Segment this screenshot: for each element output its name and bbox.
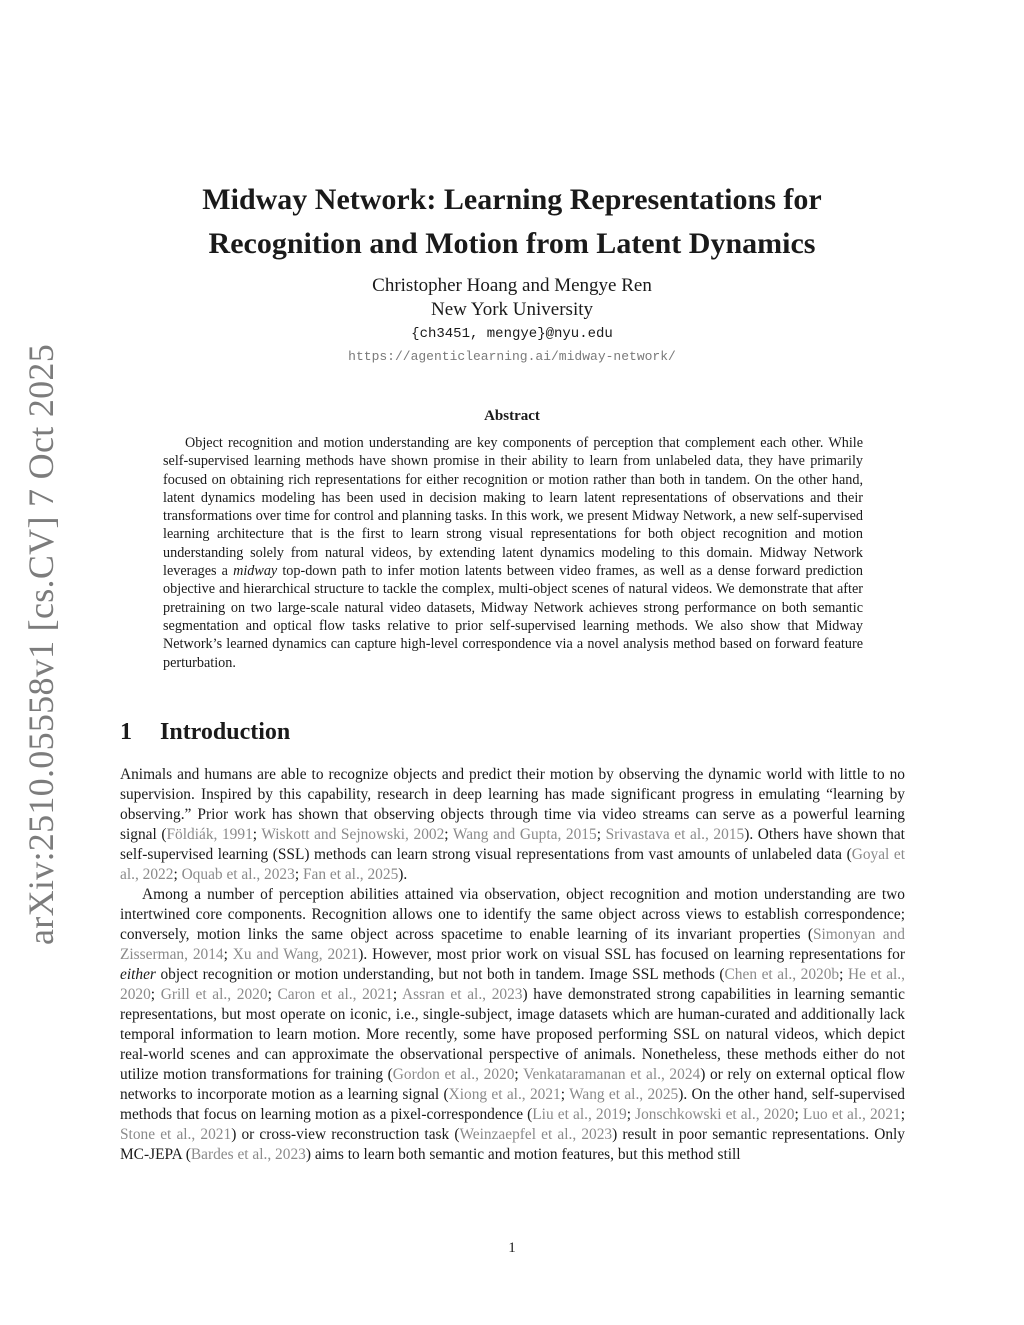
author-block bbox=[120, 274, 904, 322]
title-line-1: Midway Network: Learning Representations for bbox=[202, 183, 822, 216]
arxiv-identifier: arXiv:2510.05558v1 [cs.CV] 7 Oct 2025 bbox=[21, 343, 61, 945]
section-heading bbox=[120, 719, 290, 746]
introduction-body bbox=[120, 765, 905, 1165]
citation-link[interactable]: Gordon et al., 2020 bbox=[392, 1066, 515, 1083]
body-emphasis: either bbox=[120, 966, 156, 983]
citation-link[interactable]: Liu et al., 2019 bbox=[532, 1106, 627, 1123]
body-text: ). On the other hand, self-supervised methods that focus on learning motion as a pixel-correspondence ( bbox=[120, 1086, 905, 1123]
citation-link[interactable]: Luo et al., 2021 bbox=[802, 1106, 901, 1123]
title-line-2: Recognition and Motion from Latent Dynamics bbox=[208, 227, 816, 260]
section-title: Introduction bbox=[160, 719, 291, 745]
citation-link[interactable]: Földiák, 1991 bbox=[166, 826, 253, 843]
citation-link[interactable]: Stone et al., 2021 bbox=[120, 1126, 232, 1143]
body-text: ) aims to learn both semantic and motion features, but this method still bbox=[305, 1146, 741, 1163]
body-text: ) result in poor semantic representations. Only MC-JEPA ( bbox=[120, 1126, 905, 1163]
citation-link[interactable]: Caron et al., 2021 bbox=[277, 986, 393, 1003]
citation-link[interactable]: Fan et al., 2025 bbox=[302, 866, 399, 883]
intro-paragraph-1: Animals and humans are able to recognize objects and predict their motion by observing the dynamic world with little to no supervision. Inspired by this capability, research in deep learning has made significant progress in emulating “learning by observing.” Prior work has shown that observing objects through time via video streams can serve as a powerful learning signal (Földiák, 1991; Wiskott and Sejnowski, 2002; Wang and Gupta, 2015; Srivastava et al., 2015). Others have shown that self-supervised learning (SSL) methods can learn strong visual representations from vast amounts of unlabeled data (Goyal et al., 2022; Oquab et al., 2023; Fan et al., 2025). bbox=[120, 766, 905, 883]
abstract-paragraph bbox=[163, 434, 863, 672]
citation-link[interactable]: Oquab et al., 2023 bbox=[181, 866, 295, 883]
citation-link[interactable]: Simonyan and Zisserman, 2014 bbox=[120, 926, 905, 963]
citation-link[interactable]: Weinzaepfel et al., 2023 bbox=[459, 1126, 613, 1143]
intro-paragraph-2: Among a number of perception abilities attained via observation, object recognition and motion understanding are two intertwined core components. Recognition allows one to identify the same object across views to establish correspondence; conversely, motion links the same object across spacetime to enable learning of its invariant properties (Simonyan and Zisserman, 2014; Xu and Wang, 2021). However, most prior work on visual SSL has focused on learning representations for either object recognition or motion understanding, but not both in tandem. Image SSL methods (Chen et al., 2020b; He et al., 2020; Grill et al., 2020; Caron et al., 2021; Assran et al., 2023) have demonstrated strong capabilities in learning semantic representations, but most operate on iconic, i.e., single-subject, image datasets which are human-curated and additionally lack temporal information to learn motion. More recently, some have proposed performing SSL on natural videos, which depict real-world scenes and can approximate the observational perspective of animals. Nonetheless, these methods either do not utilize motion transformations for training (Gordon et al., 2020; Venkataramanan et al., 2024) or rely on external optical flow networks to incorporate motion as a learning signal (Xiong et al., 2021; Wang et al., 2025). On the other hand, self-supervised methods that focus on learning motion as a pixel-correspondence (Liu et al., 2019; Jonschkowski et al., 2020; Luo et al., 2021; Stone et al., 2021) or cross-view reconstruction task (Weinzaepfel et al., 2023) result in poor semantic representations. Only MC-JEPA (Bardes et al., 2023) aims to learn both semantic and motion features, but this method still bbox=[120, 886, 906, 1163]
citation-link[interactable]: Goyal et al., 2022 bbox=[120, 846, 905, 883]
body-text: Among a number of perception abilities attained via observation, object recognition and motion understanding are two intertwined core components. Recognition allows one to identify the same object across views to establish correspondence; conversely, motion links the same object across spacetime to enable learning of its invariant properties ( bbox=[120, 886, 905, 943]
page-number: 1 bbox=[508, 1240, 516, 1256]
body-text: ) have demonstrated strong capabilities in learning semantic representations, but most operate on iconic, i.e., single-subject, image datasets which are human-curated and additionally lack temporal information to learn motion. More recently, some have proposed performing SSL on natural videos, which depict real-world scenes and can approximate the observational perspective of animals. Nonetheless, these methods either do not utilize motion transformations for training ( bbox=[120, 986, 906, 1083]
body-text: object recognition or motion understanding, but not both in tandem. Image SSL methods ( bbox=[155, 966, 725, 983]
body-text: ). However, most prior work on visual SSL has focused on learning representations for bbox=[358, 946, 905, 963]
author-names: Christopher Hoang and Mengye Ren bbox=[372, 275, 652, 296]
citation-link[interactable]: Xiong et al., 2021 bbox=[448, 1086, 561, 1103]
citation-link[interactable]: Jonschkowski et al., 2020 bbox=[635, 1106, 795, 1123]
citation-link[interactable]: Assran et al., 2023 bbox=[402, 986, 523, 1003]
citation-link[interactable]: Wang et al., 2025 bbox=[569, 1086, 679, 1103]
citation-link[interactable]: Wang and Gupta, 2015 bbox=[452, 826, 597, 843]
citation-link[interactable]: Srivastava et al., 2015 bbox=[605, 826, 745, 843]
affiliation: New York University bbox=[430, 299, 594, 320]
section-number: 1 bbox=[120, 719, 132, 745]
abstract-emphasis: midway bbox=[233, 563, 278, 580]
citation-link[interactable]: He et al., 2020 bbox=[120, 966, 905, 1003]
abstract-text: Object recognition and motion understanding are key components of perception that complement each other. While self-supervised learning methods have shown promise in their ability to learn from unlabeled data, they have primarily focused on obtaining rich representations for either recognition or motion rather than both in tandem. On the other hand, latent dynamics modeling has been used in decision making to learn latent representations of observations and their transformations over time for control and planning tasks. In this work, we present Midway Network, a new self-supervised learning architecture that is the first to learn strong visual representations for both object recognition and motion understanding solely from natural videos, by extending latent dynamics modeling to this domain. Midway Network leverages a bbox=[163, 435, 863, 580]
citation-link[interactable]: Wiskott and Sejnowski, 2002 bbox=[261, 826, 445, 843]
author-email: {ch3451, mengye}@nyu.edu bbox=[411, 326, 613, 342]
citation-link[interactable]: Bardes et al., 2023 bbox=[190, 1146, 306, 1163]
citation-link[interactable]: Chen et al., 2020b bbox=[724, 966, 840, 983]
abstract-body bbox=[163, 434, 863, 672]
body-text: ) or cross-view reconstruction task ( bbox=[231, 1126, 460, 1143]
citation-link[interactable]: Grill et al., 2020 bbox=[160, 986, 268, 1003]
citation-link[interactable]: Xu and Wang, 2021 bbox=[232, 946, 359, 963]
abstract-text: top-down path to infer motion latents between video frames, as well as a dense forward prediction objective and hierarchical structure to tackle the complex, multi-object scenes of natural videos. We demonstrate that after pretraining on two large-scale natural video datasets, Midway Network achieves strong performance on both semantic segmentation and optical flow tasks relative to prior self-supervised learning methods. We also show that Midway Network’s learned dynamics can capture high-level correspondence via a novel analysis method based on forward feature perturbation. bbox=[163, 563, 863, 671]
project-url[interactable]: https://agenticlearning.ai/midway-network/ bbox=[348, 349, 676, 364]
body-text: Animals and humans are able to recognize objects and predict their motion by observing the dynamic world with little to no supervision. Inspired by this capability, research in deep learning has made significant progress in emulating “learning by observing.” Prior work has shown that observing objects through time via video streams can serve as a powerful learning signal ( bbox=[120, 766, 905, 843]
citation-link[interactable]: Venkataramanan et al., 2024 bbox=[523, 1066, 701, 1083]
body-text: ). bbox=[398, 866, 408, 883]
abstract-heading: Abstract bbox=[484, 408, 540, 424]
paper-title bbox=[120, 178, 904, 266]
body-text: ) or rely on external optical flow networks to incorporate motion as a learning signal ( bbox=[120, 1066, 905, 1103]
body-text: ). Others have shown that self-supervised learning (SSL) methods can learn strong visual representations from vast amounts of unlabeled data ( bbox=[120, 826, 905, 863]
